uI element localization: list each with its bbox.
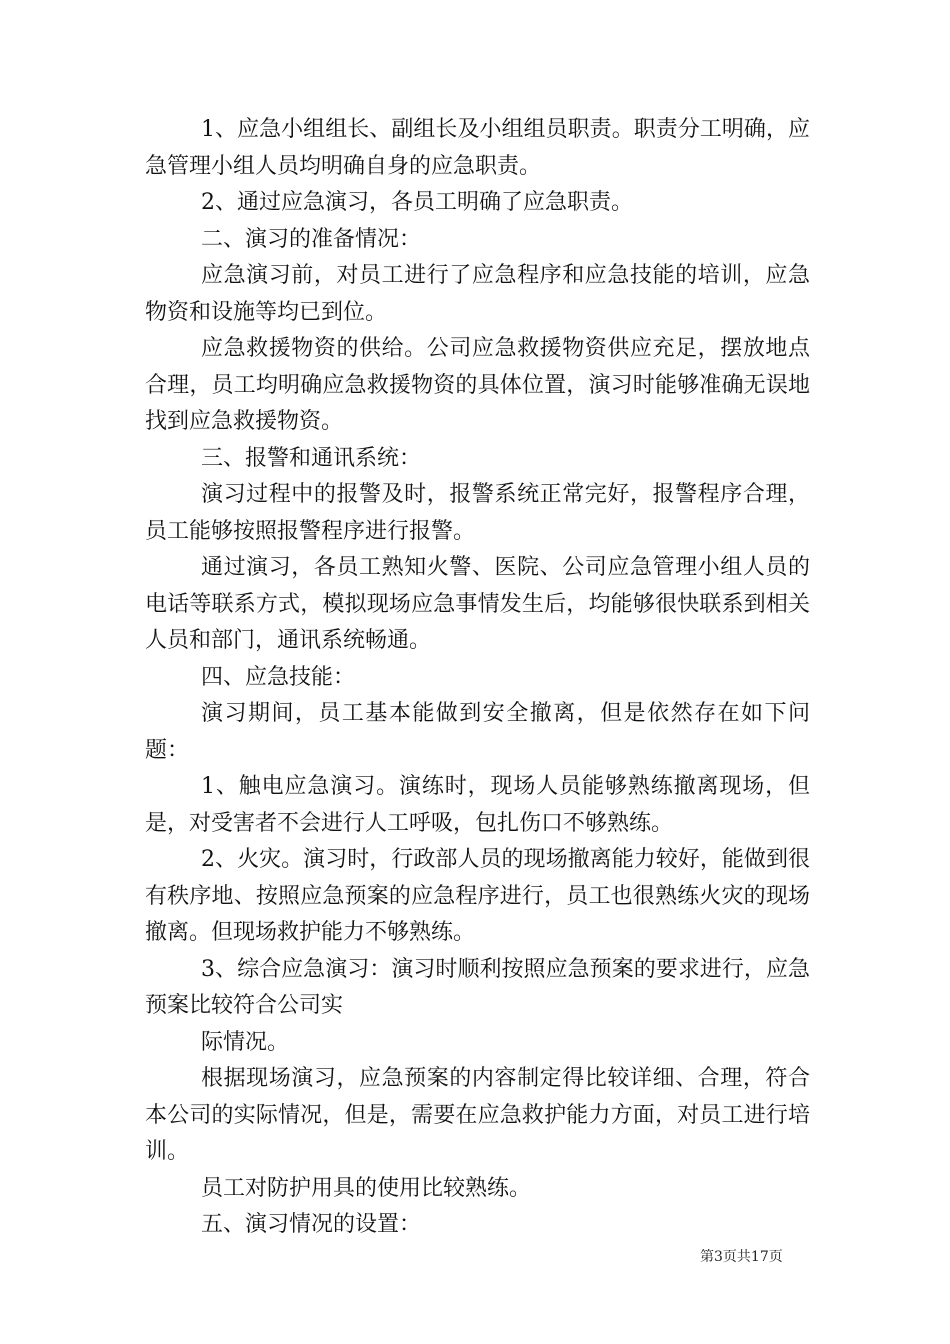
page-number: 第3页共17页 bbox=[700, 1249, 783, 1265]
section-heading-3: 三、报警和通讯系统： bbox=[201, 445, 422, 471]
paragraph-6: 通过演习，各员工熟知火警、医院、公司应急管理小组人员的电话等联系方式，模拟现场应急事情发生后，均能够很快联系到相关人员和部门，通讯系统畅通。 bbox=[145, 555, 810, 653]
document-body bbox=[145, 112, 810, 1244]
section-heading-5: 五、演习情况的设置： bbox=[201, 1212, 422, 1237]
paragraph-5: 演习过程中的报警及时，报警系统正常完好，报警程序合理，员工能够按照报警程序进行报警。 bbox=[145, 482, 810, 544]
paragraph-8: 1、触电应急演习。演练时，现场人员能够熟练撤离现场，但是，对受害者不会进行人工呼吸，包扎伤口不够熟练。 bbox=[145, 774, 810, 836]
paragraph-11: 际情况。 bbox=[201, 1029, 290, 1055]
paragraph-3: 应急演习前，对员工进行了应急程序和应急技能的培训，应急物资和设施等均已到位。 bbox=[145, 263, 810, 325]
paragraph-13: 员工对防护用具的使用比较熟练。 bbox=[201, 1175, 532, 1201]
paragraph-7: 演习期间，员工基本能做到安全撤离，但是依然存在如下问题： bbox=[145, 701, 810, 763]
paragraph-4: 应急救援物资的供给。公司应急救援物资供应充足，摆放地点合理，员工均明确应急救援物资的具体位置，演习时能够准确无误地找到应急救援物资。 bbox=[145, 336, 810, 434]
section-heading-2: 二、演习的准备情况： bbox=[201, 226, 422, 252]
section-heading-4: 四、应急技能： bbox=[201, 664, 356, 690]
paragraph-1: 1、应急小组组长、副组长及小组组员职责。职责分工明确，应急管理小组人员均明确自身的应急职责。 bbox=[145, 117, 810, 179]
paragraph-2: 2、通过应急演习，各员工明确了应急职责。 bbox=[201, 190, 633, 215]
paragraph-10: 3、综合应急演习：演习时顺利按照应急预案的要求进行，应急预案比较符合公司实 bbox=[145, 956, 810, 1018]
paragraph-9: 2、火灾。演习时，行政部人员的现场撤离能力较好，能做到很有秩序地、按照应急预案的应急程序进行，员工也很熟练火灾的现场撤离。但现场救护能力不够熟练。 bbox=[145, 847, 810, 945]
paragraph-12: 根据现场演习，应急预案的内容制定得比较详细、合理，符合本公司的实际情况，但是，需要在应急救护能力方面，对员工进行培训。 bbox=[145, 1066, 810, 1164]
